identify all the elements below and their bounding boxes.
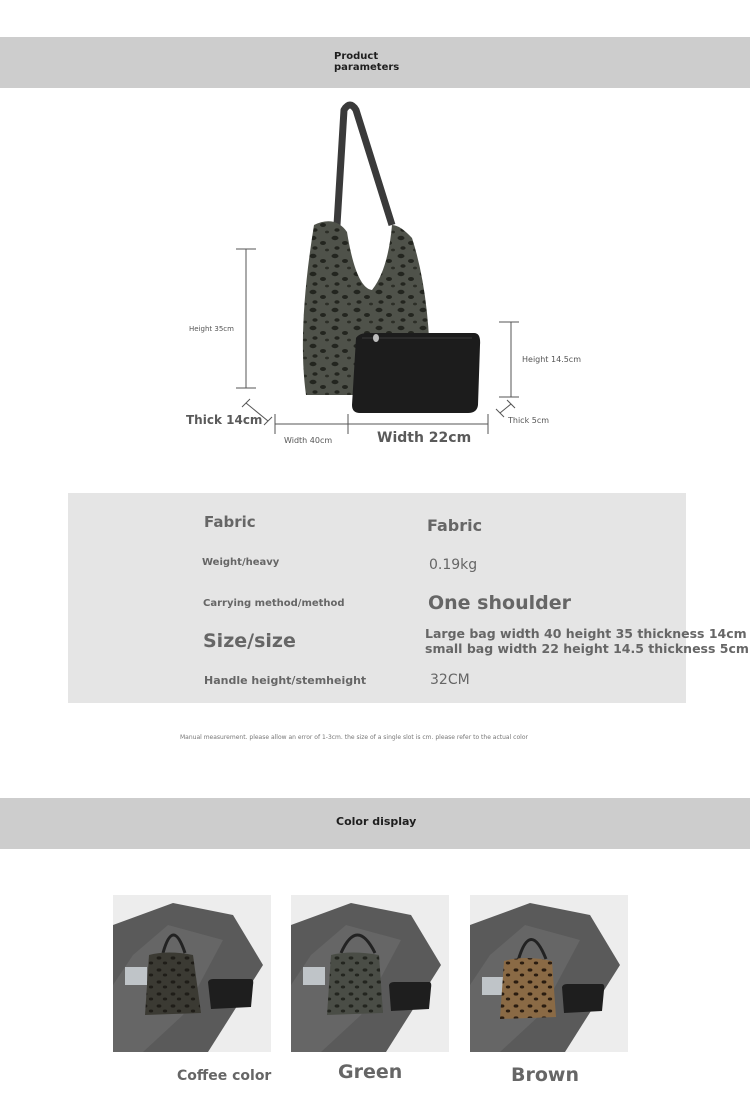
spec-value-size-line1: Large bag width 40 height 35 thickness 14cm bbox=[425, 626, 747, 641]
spec-value-handle: 32CM bbox=[430, 672, 470, 688]
spec-label-carrying: Carrying method/method bbox=[203, 598, 345, 609]
color-display-title: Color display bbox=[336, 815, 417, 828]
header-title-line2: parameters bbox=[334, 62, 400, 73]
product-dimension-diagram bbox=[0, 90, 750, 470]
color-photo-green bbox=[291, 895, 449, 1052]
color-photo-brown bbox=[470, 895, 628, 1052]
width-large-label: Width 40cm bbox=[284, 436, 333, 445]
width-small-label: Width 22cm bbox=[377, 430, 472, 446]
height-small-label: Height 14.5cm bbox=[522, 355, 581, 364]
thick-small-label: Thick 5cm bbox=[508, 416, 550, 425]
spec-label-handle: Handle height/stemheight bbox=[204, 674, 367, 687]
spec-label-weight: Weight/heavy bbox=[202, 557, 280, 568]
measurement-note: Manual measurement. please allow an error of 1-3cm. the size of a single slot is cm. please refer to the actual color bbox=[180, 734, 528, 741]
small-pouch bbox=[352, 333, 480, 413]
height-large-label: Height 35cm bbox=[189, 325, 234, 333]
thick-large-label: Thick 14cm bbox=[186, 413, 263, 427]
spec-value-size-line2: small bag width 22 height 14.5 thickness 5cm bbox=[425, 641, 749, 656]
color-label-green: Green bbox=[338, 1061, 403, 1083]
spec-value-carrying: One shoulder bbox=[428, 592, 571, 614]
color-label-coffee: Coffee color bbox=[177, 1068, 272, 1084]
color-label-brown: Brown bbox=[511, 1064, 579, 1086]
spec-label-fabric: Fabric bbox=[204, 513, 256, 531]
spec-label-size: Size/size bbox=[203, 630, 296, 652]
bag-strap bbox=[337, 105, 392, 225]
spec-value-fabric: Fabric bbox=[427, 516, 483, 535]
color-photo-coffee bbox=[113, 895, 271, 1052]
spec-value-weight: 0.19kg bbox=[429, 557, 478, 573]
header-title-line1: Product bbox=[334, 51, 379, 62]
spec-table bbox=[68, 493, 686, 703]
